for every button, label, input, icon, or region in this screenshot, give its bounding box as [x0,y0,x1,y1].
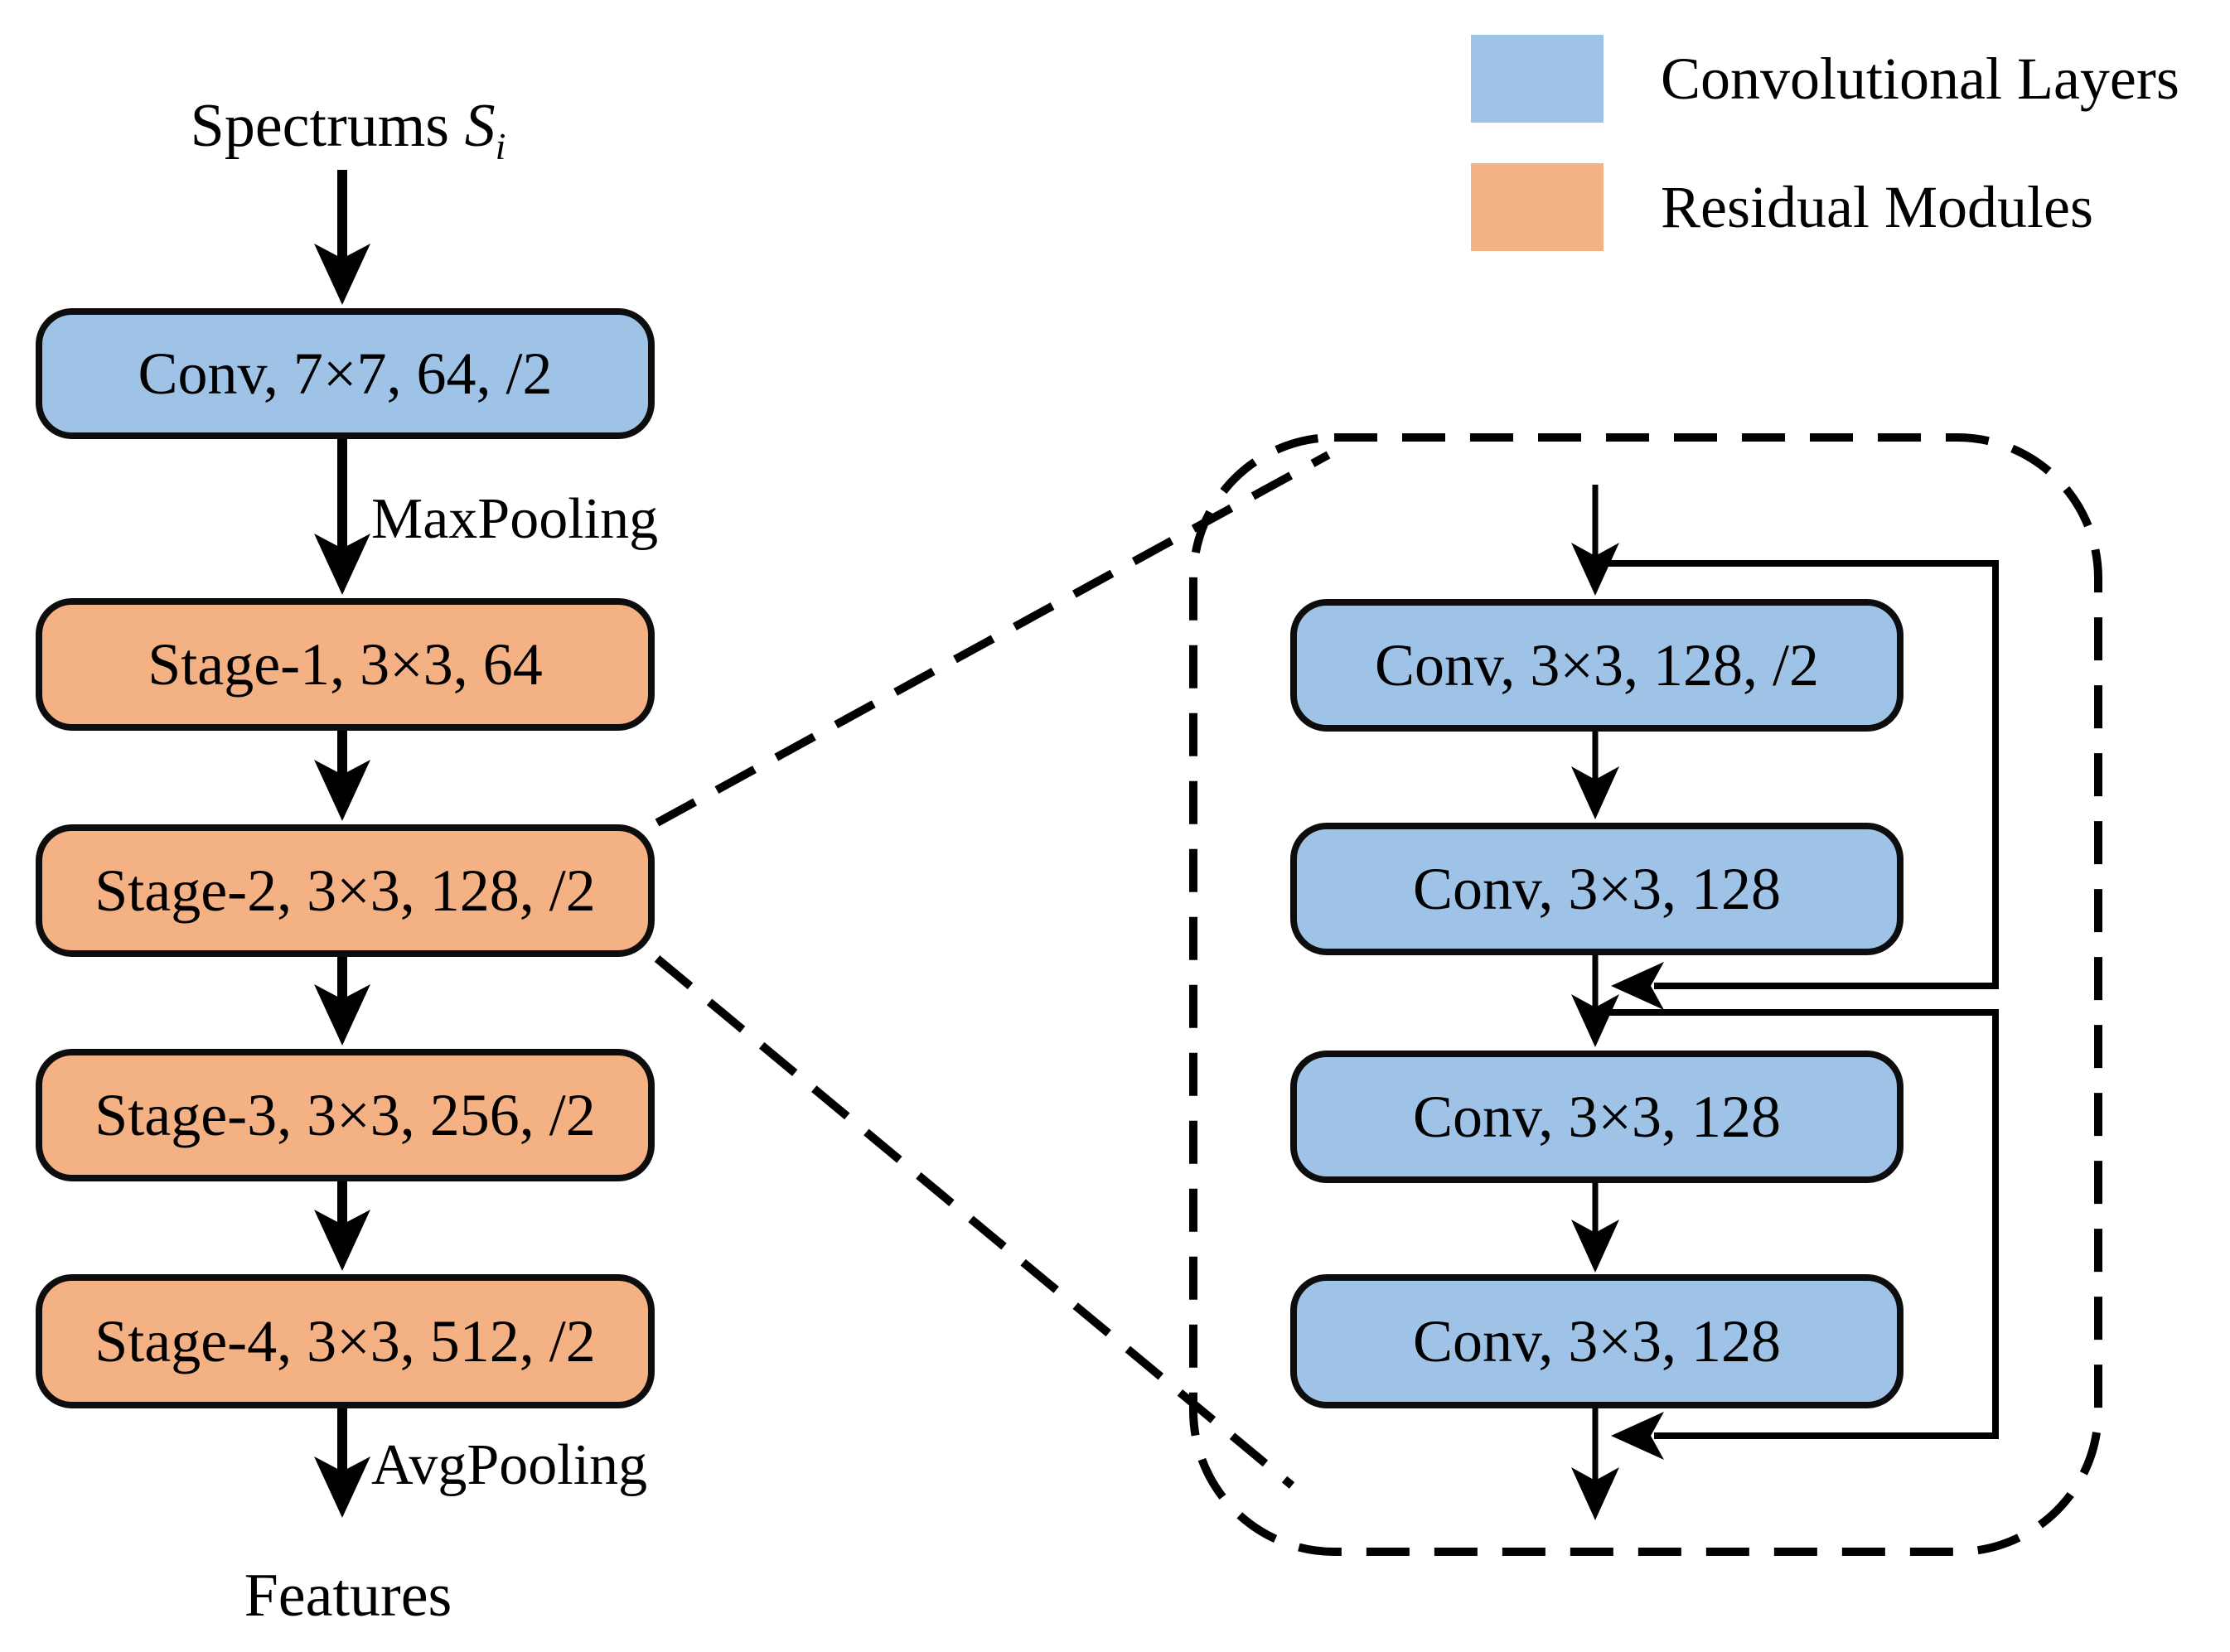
module-conv-label-4: Conv, 3×3, 128 [1413,1308,1781,1374]
stage-1-label: Stage-1, 3×3, 64 [148,631,543,698]
zoom-connector-top [657,455,1328,823]
input-subscript: i [495,124,506,167]
stage-1-box [36,598,655,731]
stage-3-box [36,1049,655,1181]
module-conv-box-4 [1290,1274,1903,1408]
conv-7x7-box [36,308,655,439]
conv-7x7-label: Conv, 7×7, 64, /2 [138,341,553,407]
module-conv-box-2 [1290,823,1903,955]
stage-2-box [36,824,655,957]
input-label-text: Spectrums [190,92,465,160]
maxpooling-label: MaxPooling [371,487,659,551]
stage-4-box [36,1274,655,1408]
stage-3-label: Stage-3, 3×3, 256, /2 [94,1082,596,1148]
stage-2-label: Stage-2, 3×3, 128, /2 [94,857,596,924]
module-conv-box-1 [1290,599,1903,732]
legend-swatch-conv [1471,35,1604,123]
legend-label-conv: Convolutional Layers [1661,46,2179,112]
module-conv-box-3 [1290,1051,1903,1183]
legend-label-residual: Residual Modules [1661,174,2093,240]
output-label: Features [244,1562,452,1630]
input-label [116,93,580,180]
stage-4-label: Stage-4, 3×3, 512, /2 [94,1308,596,1374]
avgpooling-label: AvgPooling [371,1433,648,1497]
module-conv-label-2: Conv, 3×3, 128 [1413,856,1781,922]
legend-swatch-residual [1471,163,1604,251]
module-conv-label-1: Conv, 3×3, 128, /2 [1375,632,1819,698]
module-conv-label-3: Conv, 3×3, 128 [1413,1084,1781,1150]
input-symbol: S [464,92,496,160]
